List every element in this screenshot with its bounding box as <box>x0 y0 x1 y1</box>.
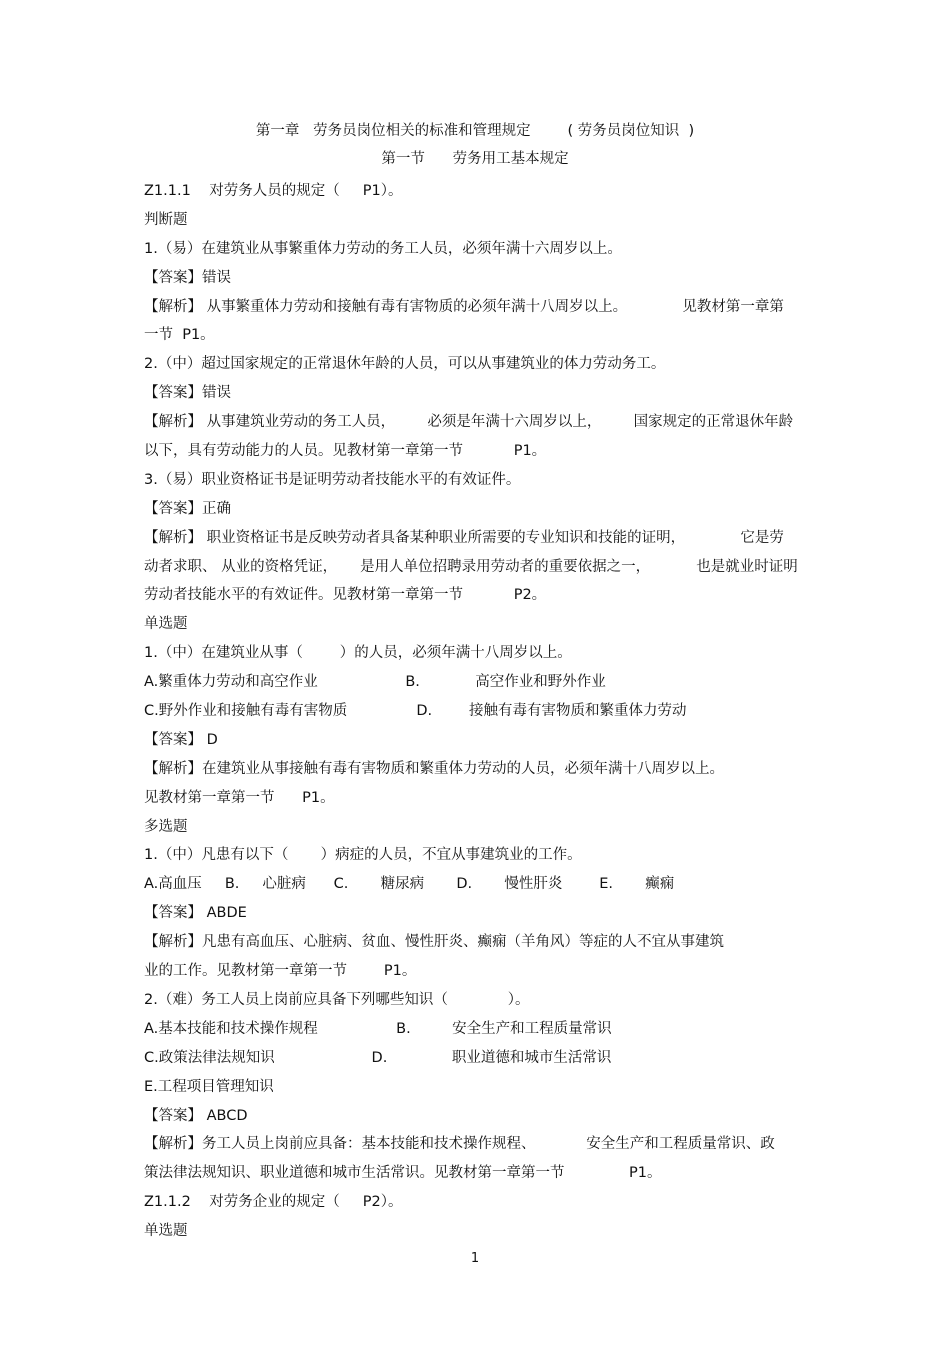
text-line: 1.（易）在建筑业从事繁重体力劳动的务工人员，必须年满十六周岁以上。 <box>144 240 622 257</box>
text-line: 【解析】务工人员上岗前应具备：基本技能和技术操作规程、 安全生产和工程质量常识、政 <box>144 1136 775 1153</box>
text-line: 以下，具有劳动能力的人员。见教材第一章第一节 P1。 <box>144 443 547 460</box>
text-line: 【答案】错误 <box>144 269 231 286</box>
text-line: 【解析】 职业资格证书是反映劳动者具备某种职业所需要的专业知识和技能的证明， 它是劳 <box>144 529 784 546</box>
text-line: 2.（难）务工人员上岗前应具备下列哪些知识（ ）。 <box>144 991 530 1008</box>
text-line: 【答案】正确 <box>144 500 231 517</box>
text-line: 1.（中）凡患有以下（ ）病症的人员，不宜从事建筑业的工作。 <box>144 847 582 864</box>
text-line: 【解析】在建筑业从事接触有毒有害物质和繁重体力劳动的人员，必须年满十八周岁以上。 <box>144 760 724 777</box>
text-line: 一节 P1。 <box>144 327 215 344</box>
text-line: C.政策法律法规知识 D. 职业道德和城市生活常识 <box>144 1049 612 1066</box>
chapter-title: 第一章 劳务员岗位相关的标准和管理规定 ( 劳务员岗位知识 ) <box>255 123 695 139</box>
text-line: C.野外作业和接触有毒有害物质 D. 接触有毒有害物质和繁重体力劳动 <box>144 703 687 720</box>
text-line: A.繁重体力劳动和高空作业 B. 高空作业和野外作业 <box>144 674 606 691</box>
text-line: 3.（易）职业资格证书是证明劳动者技能水平的有效证件。 <box>144 471 521 488</box>
text-line: 【答案】错误 <box>144 385 231 402</box>
text-line: 劳动者技能水平的有效证件。见教材第一章第一节 P2。 <box>144 587 547 604</box>
page-number: 1 <box>470 1251 480 1266</box>
text-line: 【答案】 ABCD <box>144 1107 248 1124</box>
text-line: 1.（中）在建筑业从事（ ）的人员，必须年满十八周岁以上。 <box>144 645 572 662</box>
text-line: E.工程项目管理知识 <box>144 1078 274 1095</box>
text-line: 【解析】 从事建筑业劳动的务工人员， 必须是年满十六周岁以上， 国家规定的正常退休年龄 <box>144 414 794 431</box>
document-body <box>144 177 814 1246</box>
text-line: 单选题 <box>144 616 188 633</box>
text-line: 多选题 <box>144 818 188 835</box>
text-line: Z1.1.1 对劳务人员的规定（ P1）。 <box>144 183 403 199</box>
text-line: 【解析】凡患有高血压、心脏病、贫血、慢性肝炎、癫痫（羊角风）等症的人不宜从事建筑 <box>144 934 724 951</box>
text-line: A.基本技能和技术操作规程 B. 安全生产和工程质量常识 <box>144 1020 612 1037</box>
text-line: 业的工作。见教材第一章第一节 P1。 <box>144 963 417 980</box>
text-line: 【答案】 ABDE <box>144 905 247 922</box>
text-line: 策法律法规知识、职业道德和城市生活常识。见教材第一章第一节 P1。 <box>144 1165 662 1182</box>
text-line: 2.（中）超过国家规定的正常退休年龄的人员，可以从事建筑业的体力劳动务工。 <box>144 356 666 373</box>
text-line: 见教材第一章第一节 P1。 <box>144 789 335 806</box>
text-line: 判断题 <box>144 211 188 228</box>
text-line: 【解析】 从事繁重体力劳动和接触有毒有害物质的必须年满十八周岁以上。 见教材第一章第 <box>144 298 784 315</box>
text-line: 动者求职、 从业的资格凭证， 是用人单位招聘录用劳动者的重要依据之一， 也是就业时证明 <box>144 558 798 575</box>
text-line: A.高血压 B. 心脏病 C. 糖尿病 D. 慢性肝炎 E. 癫痫 <box>144 876 675 893</box>
text-line: 【答案】 D <box>144 731 218 748</box>
text-line: 单选题 <box>144 1223 188 1240</box>
section-title: 第一节 劳务用工基本规定 <box>381 151 569 167</box>
text-line: Z1.1.2 对劳务企业的规定（ P2）。 <box>144 1194 403 1211</box>
